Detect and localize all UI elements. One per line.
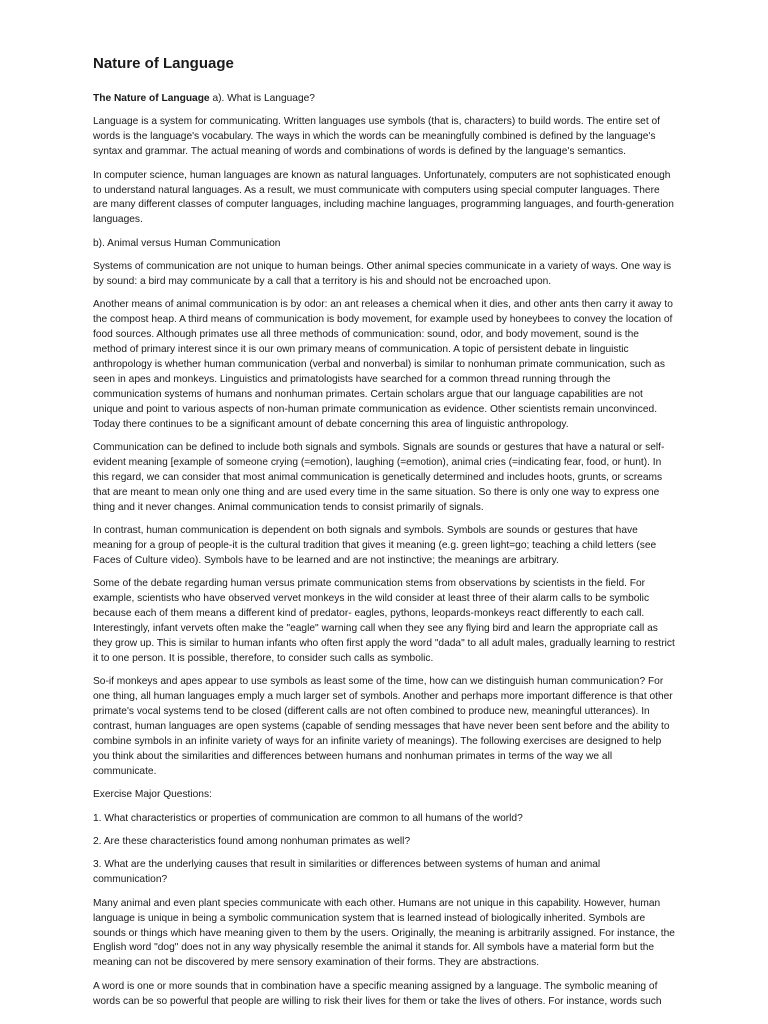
exercise-heading: Exercise Major Questions:: [93, 789, 212, 801]
question-1: 1. What characteristics or properties of communication are common to all humans of the world?: [93, 812, 523, 824]
paragraph-vervet-monkeys: Some of the debate regarding human versus primate communication stems from observations by scientists in the field. For example, scientists who have observed vervet monkeys in the wild consider at least three of their alarm calls to be symbolic because each of them means a different kind of predator- eagles, pythons, leopards-monkeys react differently to each call. Interestingly, infant vervets often make the "eagle" warning call when they see any flying bird and learn the appropriate call as they grow up. This is similar to human infants who often first apply the word "dada" to all adult males, gradually learning to restrict it to one person. It is possible, therefore, to consider such calls as symbolic.: [93, 578, 675, 664]
paragraph-human-communication: In contrast, human communication is dependent on both signals and symbols. Symbols are sounds or gestures that have meaning for a group of people-it is the cultural tradition that gives it meaning (e.g. green light=go; teaching a child letters (see Faces of Culture video). Symbols have to be learned and are not instinctive; the meanings are arbitrary.: [93, 525, 657, 566]
page-title: Nature of Language: [93, 55, 234, 72]
paragraph-symbolic-language: Many animal and even plant species communicate with each other. Humans are not unique in this capability. However, human language is unique in being a symbolic communication system that is learned instead of biologically inherited. Symbols are sounds or things which have meaning given to them by the users. Originally, the meaning is arbitrarily assigned. For instance, the English word "dog" does not in any way physically resemble the animal it stands for. All symbols have a material form but the meaning can not be discovered by mere sensory examination of their forms. They are abstractions.: [93, 897, 675, 969]
paragraph-language-definition: Language is a system for communicating. Written languages use symbols (that is, characters) to build words. The entire set of words is the language's vocabulary. The ways in which the words can be meaningfully combined is defined by the language's syntax and grammar. The actual meaning of words and combinations of words is defined by the language's semantics.: [93, 116, 660, 158]
paragraph-computer-languages: In computer science, human languages are known as natural languages. Unfortunately, computers are not sophisticated enough to understand natural languages. As a result, we must communicate with computers using special computer languages. There are many different classes of computer languages, including machine languages, programming languages, and fourth-generation languages.: [93, 169, 674, 226]
question-3: 3. What are the underlying causes that result in similarities or differences between systems of human and animal communication?: [93, 859, 601, 886]
question-2: 2. Are these characteristics found among nonhuman primates as well?: [93, 835, 411, 847]
paragraph-animal-odor-communication: Another means of animal communication is by odor: an ant releases a chemical when it dies, and other ants then carry it away to the compost heap. A third means of communication is body movement, for example used by honeybees to convey the location of food sources. Although primates use all three methods of communication: sound, odor, and body movement, sound is the method of primary interest since it is our own primary means of communication. A topic of persistent debate in linguistic anthropology is whether human communication (verbal and nonverbal) is similar to nonhuman primate communication, such as seen in apes and monkeys. Linguistics and primatologists have searched for a common thread running through the communication systems of humans and nonhuman primates. Certain scholars argue that our language capabilities are not unique and point to various aspects of non-human primate communication as evidence. Other scientists remain unconvinced. Today there continues to be a significant amount of debate concerning this area of linguistic anthropology.: [93, 299, 673, 430]
paragraph-open-systems: So-if monkeys and apes appear to use symbols as least some of the time, how can we distinguish human communication? For one thing, all human languages emply a much larger set of symbols. Another and perhaps more important difference is that other primate's vocal systems tend to be closed (different calls are not often combined to produce new, meaningful utterances). In contrast, human languages are open systems (capable of sending messages that have never been sent before and the ability to combine symbols in an infinite variety of ways for an infinite variety of meanings). The following exercises are designed to help you think about the similarities and differences between humans and nonhuman primates in terms of the way we all communicate.: [93, 676, 673, 777]
paragraph-signals-and-symbols: Communication can be defined to include both signals and symbols. Signals are sounds or gestures that have a natural or self-evident meaning [example of someone crying (=emotion), laughing (=emotion), animal cries (=indicating fear, food, or hunt). In this regard, we can consider that most animal communication is genetically determined and includes hoots, grunts, or screams that are meant to mean only one thing and are used every time in the same situation. So there is only one way to express one thing and it never changes. Animal communication tends to consist primarily of signals.: [93, 442, 665, 513]
lead-paragraph: [93, 92, 675, 107]
paragraph-systems-of-communication: Systems of communication are not unique to human beings. Other animal species communicate in a variety of ways. One way is by sound: a bird may communicate by a call that a territory is his and should not be encroached upon.: [93, 261, 672, 288]
section-heading-animal-vs-human: b). Animal versus Human Communication: [93, 237, 281, 249]
lead-subheading: a). What is Language?: [209, 93, 315, 104]
paragraph-word-definition: A word is one or more sounds that in combination have a specific meaning assigned by a language. The symbolic meaning of words can be so powerful that people are willing to risk their lives for them or take the lives of others. For instance, words such: [93, 980, 662, 1007]
lead-bold-heading: The Nature of Language: [93, 93, 210, 104]
